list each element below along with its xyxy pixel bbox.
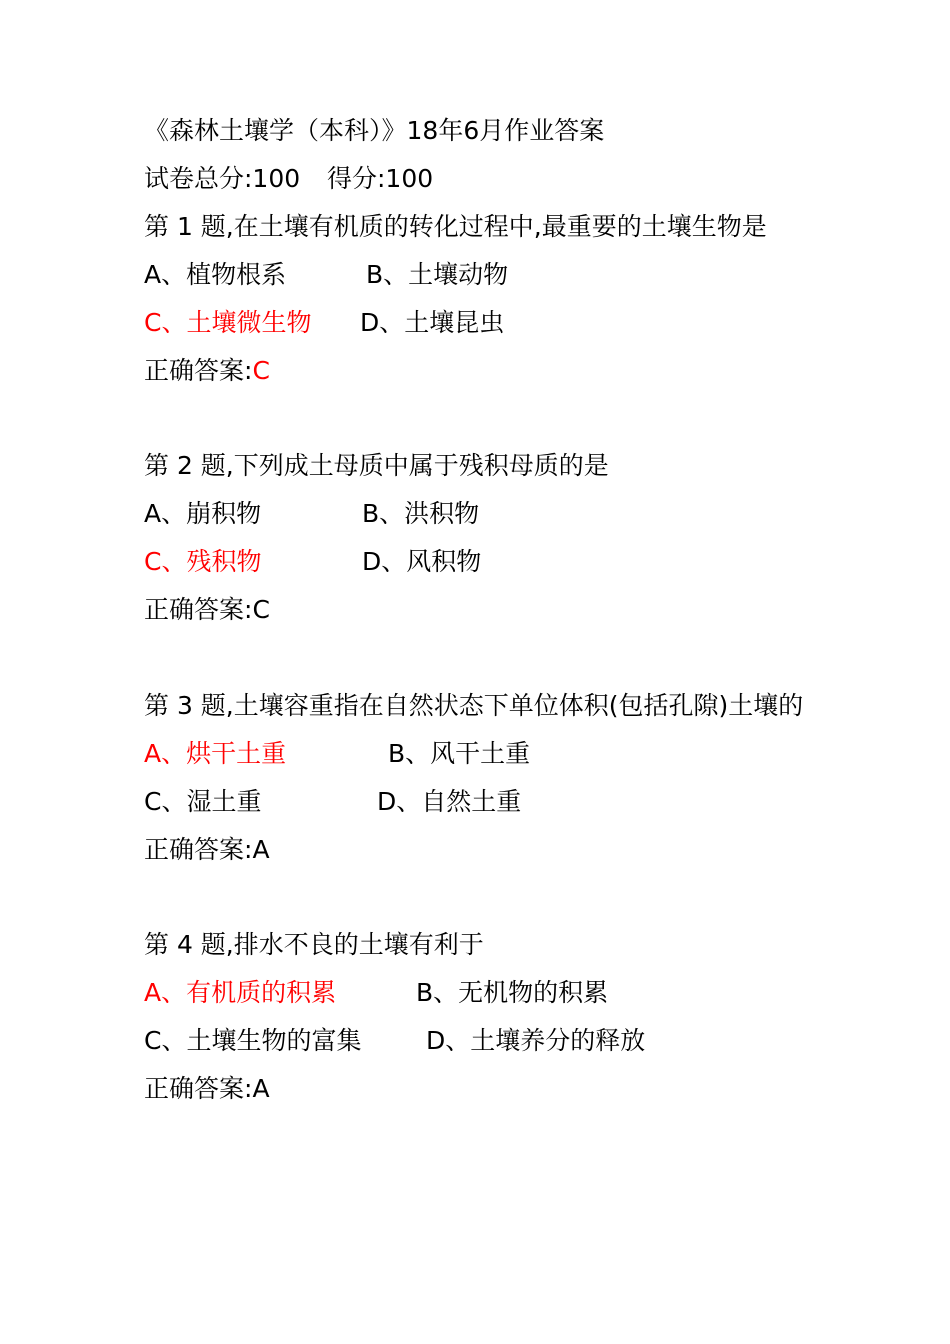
answer-letter: C bbox=[252, 595, 270, 624]
option-b: B、风干土重 bbox=[388, 739, 531, 768]
answer-label: 正确答案: bbox=[144, 356, 253, 385]
answer-letter: C bbox=[252, 356, 270, 385]
question-stem: 第 2 题,下列成土母质中属于残积母质的是 bbox=[144, 451, 609, 480]
question-stem: 第 1 题,在土壤有机质的转化过程中,最重要的土壤生物是 bbox=[144, 212, 767, 241]
answer-letter: A bbox=[252, 835, 270, 864]
correct-answer bbox=[144, 354, 270, 388]
correct-answer bbox=[144, 833, 270, 867]
answer-label: 正确答案: bbox=[144, 1074, 253, 1103]
document-title: 《森林土壤学（本科）》18年6月作业答案 bbox=[144, 116, 605, 145]
option-c: C、湿土重 bbox=[144, 787, 262, 816]
option-c: C、土壤生物的富集 bbox=[144, 1026, 362, 1055]
total-score: 试卷总分:100 bbox=[144, 164, 301, 193]
question-stem: 第 3 题,土壤容重指在自然状态下单位体积(包括孔隙)土壤的 bbox=[144, 691, 804, 720]
obtained-score: 得分:100 bbox=[327, 164, 434, 193]
option-b: B、无机物的积累 bbox=[416, 978, 609, 1007]
option-d: D、土壤养分的释放 bbox=[426, 1026, 646, 1055]
option-b: B、洪积物 bbox=[362, 499, 480, 528]
answer-letter: A bbox=[252, 1074, 270, 1103]
option-a-correct: A、有机质的积累 bbox=[144, 978, 337, 1007]
question-stem: 第 4 题,排水不良的土壤有利于 bbox=[144, 930, 484, 959]
answer-label: 正确答案: bbox=[144, 835, 253, 864]
correct-answer bbox=[144, 1072, 270, 1106]
option-b: B、土壤动物 bbox=[366, 260, 509, 289]
option-d: D、自然土重 bbox=[377, 787, 522, 816]
option-c-correct: C、土壤微生物 bbox=[144, 308, 312, 337]
correct-answer bbox=[144, 593, 270, 627]
option-d: D、风积物 bbox=[362, 547, 482, 576]
answer-label: 正确答案: bbox=[144, 595, 253, 624]
option-a-correct: A、烘干土重 bbox=[144, 739, 287, 768]
option-a: A、植物根系 bbox=[144, 260, 287, 289]
option-a: A、崩积物 bbox=[144, 499, 262, 528]
option-c-correct: C、残积物 bbox=[144, 547, 262, 576]
option-d: D、土壤昆虫 bbox=[360, 308, 505, 337]
